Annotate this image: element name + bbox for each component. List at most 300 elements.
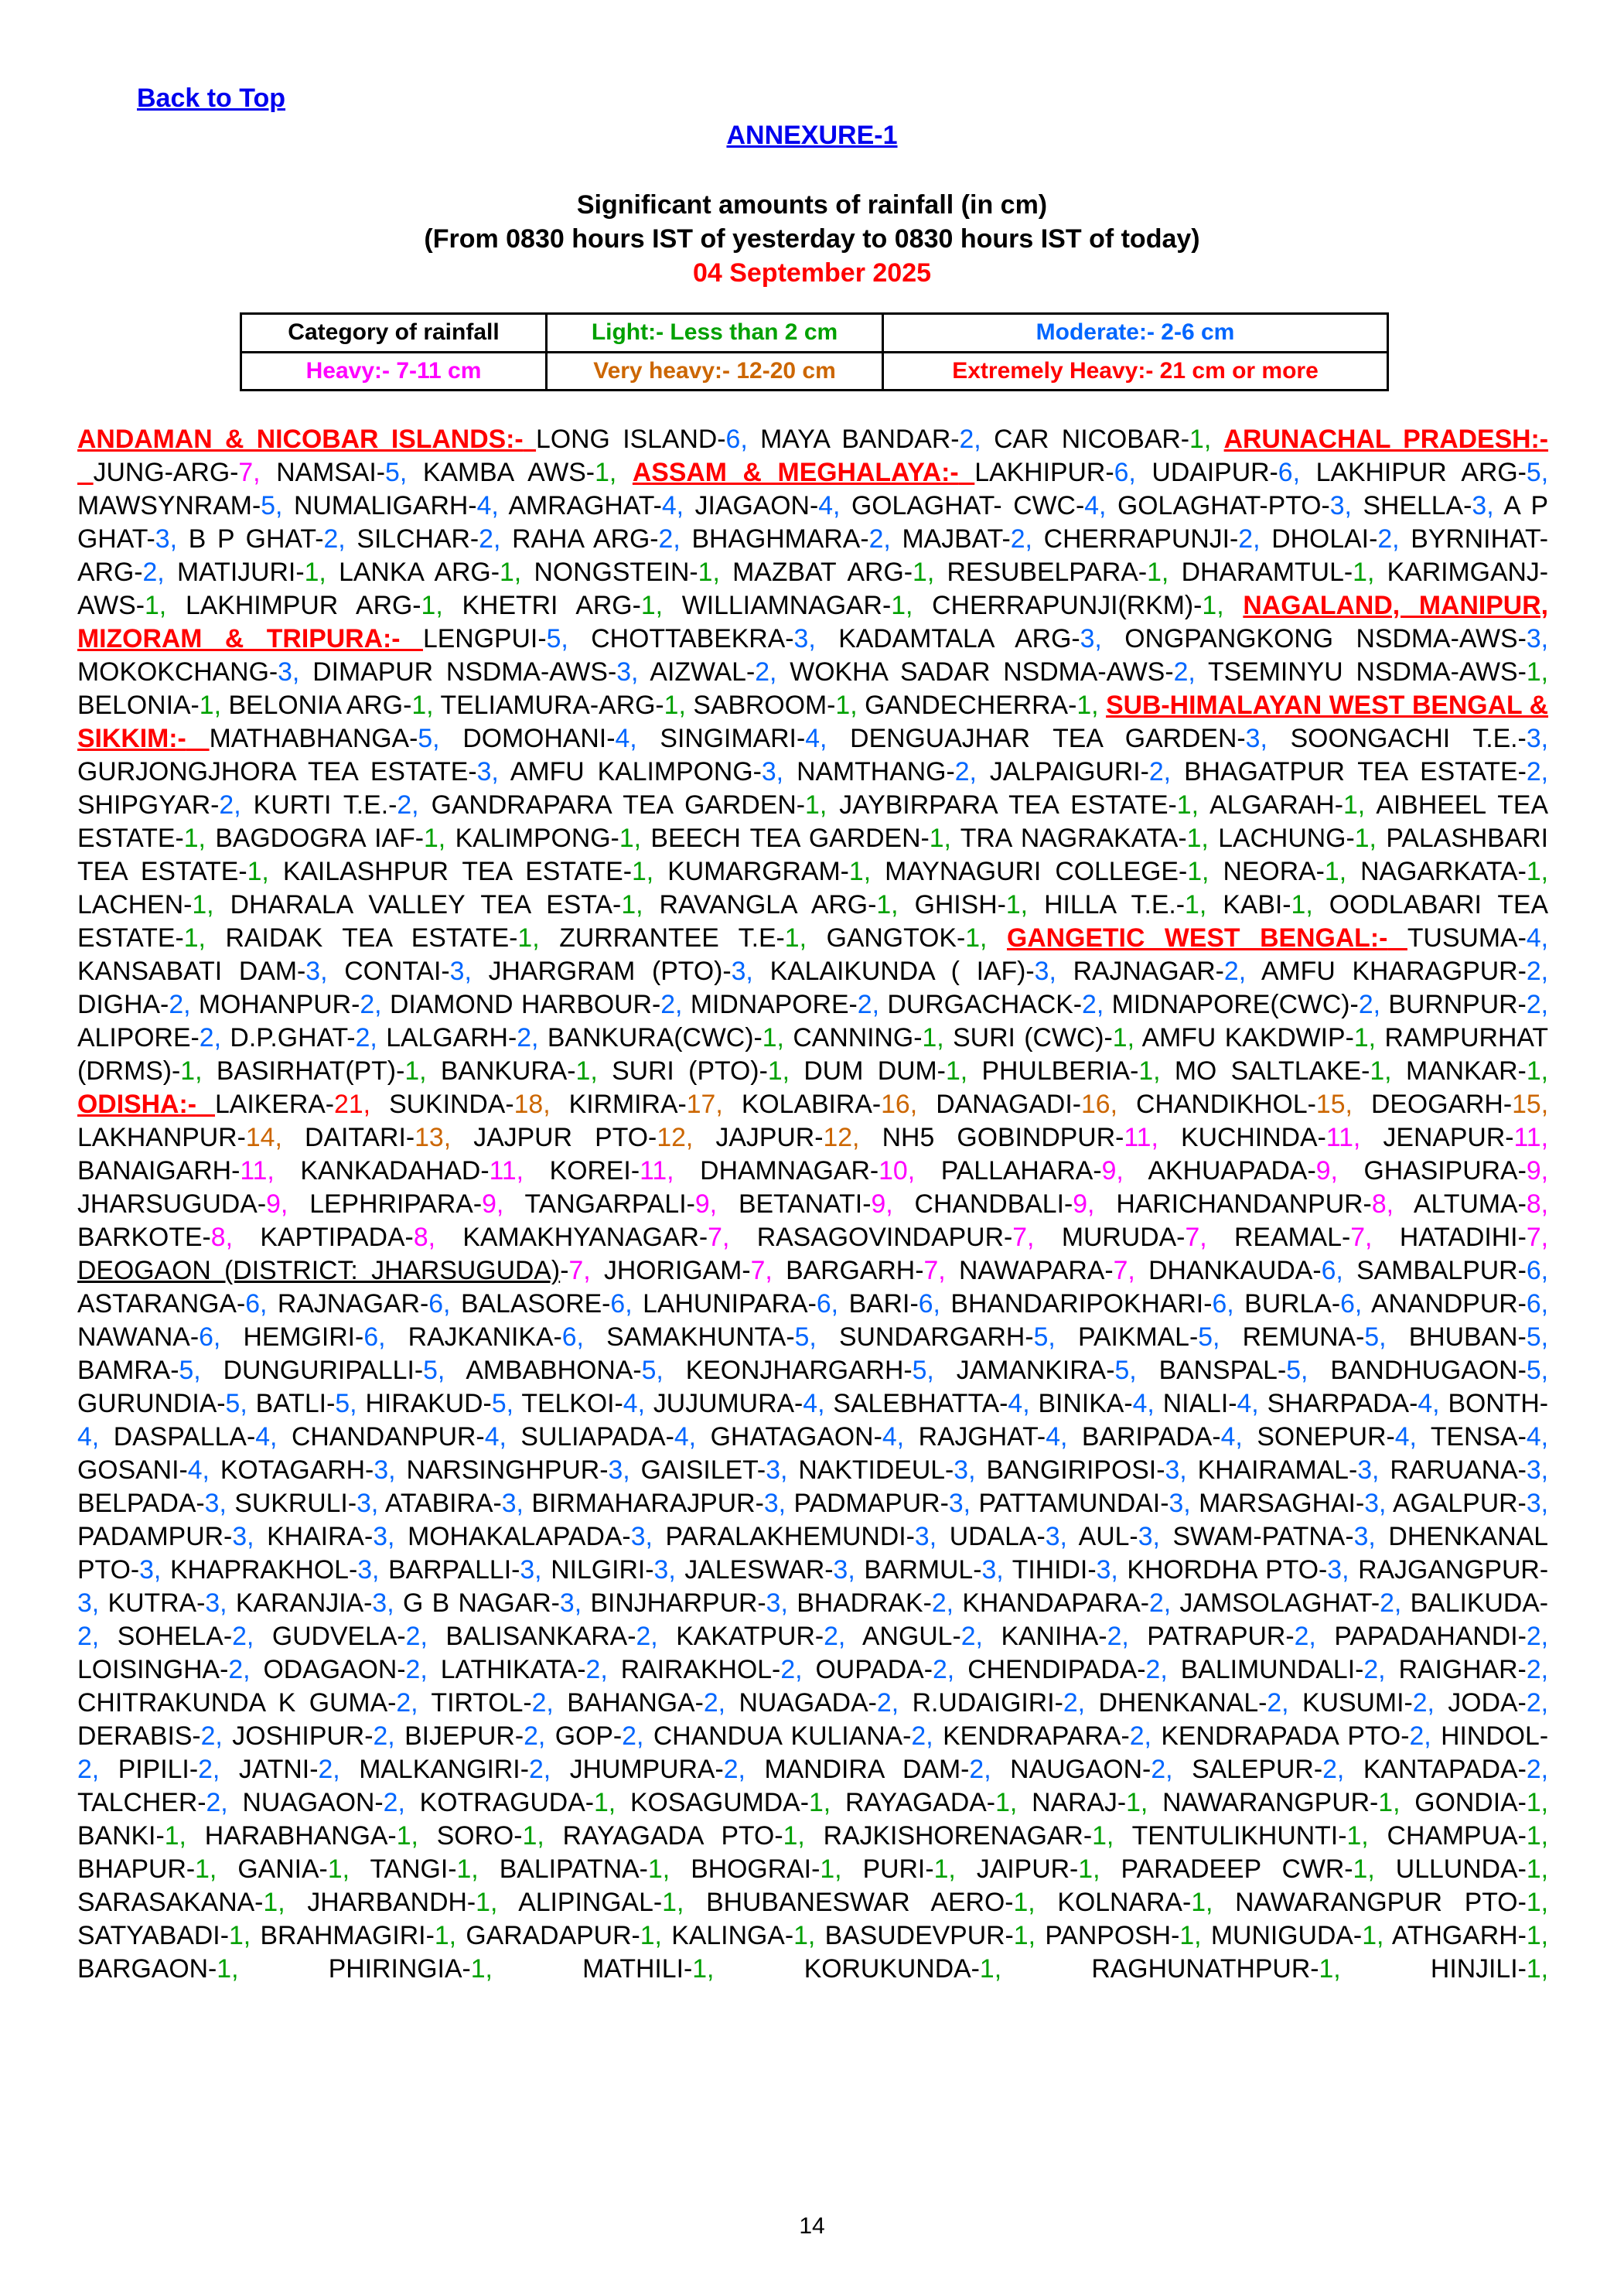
station-name: DURGACHACK [887, 990, 1073, 1019]
station-name: BALASORE [460, 1289, 602, 1319]
station-entry: DURGACHACK-2, [887, 990, 1104, 1019]
rainfall-value: 6, [1278, 458, 1300, 487]
station-name: RAIDAK TEA ESTATE [225, 923, 510, 953]
rainfall-value: 1, [820, 1854, 842, 1884]
station-entry: DIAMOND HARBOUR-2, [389, 990, 683, 1019]
rainfall-value: 1, [1354, 824, 1377, 853]
rainfall-report-body [77, 423, 1548, 1986]
station-entry: CHOTTABEKRA-3, [591, 624, 816, 653]
rainfall-value: 2, [200, 1721, 223, 1751]
station-entry: KEONJHARGARH-5, [685, 1356, 934, 1385]
station-name: PALASHBARI TEA ESTATE [77, 824, 1549, 886]
station-entry: ODAGAON-2, [263, 1655, 428, 1684]
station-name: SUKINDA [389, 1090, 506, 1119]
rainfall-value: 1, [805, 790, 827, 820]
station-name: DERABIS [77, 1721, 193, 1751]
station-entry: DEOGARH-15, [1370, 1090, 1549, 1119]
station-name: JATNI [238, 1755, 310, 1784]
rainfall-value: 3, [981, 1555, 1004, 1585]
rainfall-value: 2, [228, 1655, 251, 1684]
station-entry: SALEPUR-2, [1192, 1755, 1345, 1784]
station-entry: MARSAGHAI-3, [1199, 1489, 1387, 1518]
rainfall-value: 1, [456, 1854, 479, 1884]
station-name: BARGARH [786, 1256, 916, 1285]
station-name: TSEMINYU NSDMA-AWS [1208, 657, 1518, 687]
station-name: KALAIKUNDA ( IAF) [769, 957, 1026, 986]
station-entry: GARADAPUR-1, [466, 1921, 662, 1950]
station-entry: RESUBELPARA-1, [947, 558, 1169, 587]
station-name: BURLA [1244, 1289, 1332, 1319]
station-entry: BARPALLI-3, [388, 1555, 542, 1585]
station-name: SUNDARGARH [838, 1322, 1025, 1352]
rainfall-value: 2, [396, 1688, 418, 1718]
station-name: KHORDHA PTO [1127, 1555, 1319, 1585]
station-name: KARANJIA [235, 1588, 364, 1618]
station-name: MANKAR [1405, 1056, 1518, 1086]
rainfall-value: 1, [1526, 1821, 1549, 1851]
rainfall-value: 2, [1526, 1622, 1549, 1651]
rainfall-value: 2, [876, 1688, 899, 1718]
station-entry: CHENDIPADA-2, [967, 1655, 1168, 1684]
station-entry: BATLI-5, [255, 1389, 357, 1418]
region-heading: ANDAMAN & NICOBAR ISLANDS:- [77, 425, 524, 454]
station-name: CHAMPUA [1387, 1821, 1518, 1851]
rainfall-value: 4, [476, 491, 499, 520]
station-name: NARSINGHPUR [406, 1455, 600, 1485]
station-entry: KADAMTALA ARG-3, [838, 624, 1102, 653]
rainfall-value: 11, [489, 1156, 524, 1186]
rainfall-value: 1, [1343, 790, 1366, 820]
legend-extremely-heavy: Extremely Heavy:- 21 cm or more [883, 352, 1388, 391]
station-name: SILCHAR [357, 524, 470, 554]
rainfall-value: 1, [1013, 1921, 1035, 1950]
station-name: REAMAL [1234, 1223, 1342, 1252]
station-name: R.UDAIGIRI [912, 1688, 1055, 1718]
station-name: BALIMUNDALI [1180, 1655, 1356, 1684]
station-name: NUMALIGARH [293, 491, 469, 520]
rainfall-value: 2, [206, 1788, 228, 1817]
rainfall-value: 6, [1321, 1256, 1343, 1285]
station-entry: KHAPRAKHOL-3, [169, 1555, 380, 1585]
station-name: GANDRAPARA TEA GARDEN [431, 790, 797, 820]
rainfall-value: 11, [1325, 1123, 1361, 1152]
station-entry: JALESWAR-3, [684, 1555, 855, 1585]
rainfall-value: 4, [674, 1422, 697, 1452]
station-entry: RASAGOVINDAPUR-7, [756, 1223, 1035, 1252]
station-entry: BASIRHAT(PT)-1, [216, 1056, 427, 1086]
station-name: DEOGAON (DISTRICT: JHARSUGUDA) [77, 1256, 561, 1285]
station-name: JALESWAR [684, 1555, 825, 1585]
rainfall-value: 1, [1319, 1954, 1341, 1984]
station-entry: RAYAGADA PTO-1, [562, 1821, 805, 1851]
rainfall-value: 3, [1526, 624, 1549, 653]
station-name: MO SALTLAKE [1174, 1056, 1362, 1086]
station-entry: BURLA-6, [1244, 1289, 1363, 1319]
rainfall-value: 5, [385, 458, 408, 487]
station-name: NILGIRI [551, 1555, 646, 1585]
rainfall-value: 2, [1409, 1721, 1431, 1751]
station-entry: DAITARI-13, [305, 1123, 452, 1152]
station-entry: SABROOM-1, [693, 691, 858, 720]
rainfall-value: 2, [960, 1622, 983, 1651]
station-name: BANGIRIPOSI [986, 1455, 1157, 1485]
rainfall-value: 3, [501, 1489, 524, 1518]
station-entry: KORUKUNDA-1, [803, 1954, 1002, 1984]
rainfall-value: 1, [327, 1854, 350, 1884]
station-entry: KALAIKUNDA ( IAF)-3, [769, 957, 1056, 986]
station-name: BARGAON [77, 1954, 209, 1984]
station-entry: BHAGATPUR TEA ESTATE-2, [1184, 757, 1549, 786]
station-entry: MO SALTLAKE-1, [1174, 1056, 1392, 1086]
station-entry: CHANDUA KULIANA-2, [653, 1721, 933, 1751]
station-name: NAWARANGPUR [1162, 1788, 1370, 1817]
station-name: RARUANA [1390, 1455, 1518, 1485]
station-name: NUAGAON [242, 1788, 375, 1817]
rainfall-value: 8, [1526, 1189, 1549, 1219]
rainfall-value: 1, [1526, 1888, 1549, 1917]
rainfall-value: 1, [1186, 824, 1209, 853]
station-name: DUM DUM [803, 1056, 937, 1086]
rainfall-value: 2, [954, 757, 977, 786]
station-entry: RAIDAK TEA ESTATE-1, [225, 923, 540, 953]
rainfall-value: 2, [1363, 1655, 1386, 1684]
station-entry: HINJILI-1, [1430, 1954, 1549, 1984]
station-name: BANKURA(CWC) [547, 1023, 754, 1052]
station-entry: LOISINGHA-2, [77, 1655, 251, 1684]
station-name: BEECH TEA GARDEN [650, 824, 921, 853]
station-name: ANANDPUR [1370, 1289, 1518, 1319]
station-entry: BEECH TEA GARDEN-1, [650, 824, 951, 853]
station-name: BANKI [77, 1821, 156, 1851]
station-name: LAKHIPUR [974, 458, 1106, 487]
rainfall-value: 1, [434, 1921, 457, 1950]
station-name: SONEPUR [1257, 1422, 1387, 1452]
rainfall-value: 4, [1220, 1422, 1243, 1452]
station-name: BARIPADA [1081, 1422, 1213, 1452]
station-name: NAUGAON [1010, 1755, 1143, 1784]
station-entry: REAMAL-7, [1234, 1223, 1373, 1252]
station-entry: GHATAGAON-4, [710, 1422, 905, 1452]
station-name: KEONJHARGARH [685, 1356, 904, 1385]
rainfall-value: 3, [761, 757, 784, 786]
back-to-top-link[interactable]: Back to Top [137, 84, 286, 113]
rainfall-value: 1, [1202, 591, 1224, 620]
station-entry: RAIRAKHOL-2, [620, 1655, 803, 1684]
station-name: AGALPUR [1393, 1489, 1518, 1518]
station-entry: GURUNDIA-5, [77, 1389, 247, 1418]
station-entry: BHUBAN-5, [1408, 1322, 1548, 1352]
station-name: CHANDBALI [914, 1189, 1064, 1219]
station-name: BHAPUR [77, 1854, 186, 1884]
station-entry: UDAIPUR-6, [1151, 458, 1300, 487]
station-entry: DERABIS-2, [77, 1721, 223, 1751]
rainfall-value: 12, [823, 1123, 860, 1152]
rainfall-value: 1, [1112, 1023, 1134, 1052]
rainfall-value: 4, [77, 1422, 100, 1452]
station-name: BHADRAK [797, 1588, 923, 1618]
station-entry: LAKHIMPUR ARG-1, [185, 591, 443, 620]
rainfall-value: 2, [1380, 1588, 1402, 1618]
rainfall-value: 2, [1526, 990, 1548, 1019]
station-name: BARPALLI [388, 1555, 512, 1585]
station-entry: BANKURA-1, [440, 1056, 598, 1086]
station-entry: GAISILET-3, [640, 1455, 788, 1485]
rainfall-value: 3, [278, 657, 300, 687]
station-entry: HIRAKUD-5, [365, 1389, 513, 1418]
station-name: RAYAGADA [845, 1788, 987, 1817]
rainfall-value: 2, [755, 657, 777, 687]
station-name: KENDRAPADA PTO [1161, 1721, 1401, 1751]
rainfall-value: 6, [725, 425, 748, 454]
station-entry: KHAIRAMAL-3, [1197, 1455, 1380, 1485]
station-entry: CHANDIKHOL-15, [1136, 1090, 1353, 1119]
rainfall-value: 4, [1526, 923, 1549, 953]
station-entry: TRA NAGRAKATA-1, [960, 824, 1209, 853]
station-entry: SILCHAR-2, [357, 524, 501, 554]
rainfall-value: 1, [499, 558, 522, 587]
rainfall-value: 3, [1138, 1522, 1160, 1551]
rainfall-value: 2, [703, 1688, 726, 1718]
station-name: BELONIA ARG [228, 691, 404, 720]
rainfall-value: 1, [263, 1888, 285, 1917]
station-name: CHANDUA KULIANA [653, 1721, 903, 1751]
station-name: PATRAPUR [1147, 1622, 1286, 1651]
station-entry: HINDOL-2, [77, 1721, 1549, 1784]
rainfall-value: 1, [1176, 790, 1199, 820]
rainfall-value: 2, [1294, 1622, 1316, 1651]
station-entry: KANTAPADA-2, [1363, 1755, 1549, 1784]
rainfall-value: 9, [1526, 1156, 1549, 1186]
station-entry: GOLAGHAT-PTO-3, [1117, 491, 1352, 520]
station-name: SURI (CWC) [953, 1023, 1104, 1052]
rainfall-value: 2, [528, 1755, 551, 1784]
station-name: SULIAPADA [520, 1422, 666, 1452]
station-name: RAJNAGAR [1073, 957, 1216, 986]
station-name: PADMAPUR [793, 1489, 940, 1518]
rainfall-value: 2, [323, 524, 346, 554]
station-name: RAVANGLA ARG [659, 890, 868, 919]
rainfall-value: 3, [731, 957, 753, 986]
rainfall-value: 9, [1101, 1156, 1124, 1186]
rainfall-value: 1, [762, 1023, 784, 1052]
rainfall-value: 3, [204, 1489, 227, 1518]
station-name: KANIHA [1001, 1622, 1099, 1651]
station-entry: DUM DUM-1, [803, 1056, 968, 1086]
station-name: HINJILI [1430, 1954, 1518, 1984]
station-name: KURTI T.E. [253, 790, 389, 820]
station-name: CANNING [793, 1023, 914, 1052]
rainfall-value: 2, [660, 990, 683, 1019]
station-entry: NARAJ-1, [1032, 1788, 1148, 1817]
station-entry: TELIAMURA-ARG-1, [440, 691, 686, 720]
station-entry: GOSANI-4, [77, 1455, 210, 1485]
rainfall-value: 7, [1526, 1223, 1549, 1252]
station-entry: NEORA-1, [1223, 857, 1347, 886]
station-name: KUCHINDA [1181, 1123, 1318, 1152]
rainfall-category-legend [240, 312, 1389, 391]
station-name: GONDIA [1414, 1788, 1518, 1817]
station-entry: BONTH-4, [77, 1389, 1548, 1452]
rainfall-value: 1, [1126, 1788, 1148, 1817]
station-name: GANGTOK [826, 923, 957, 953]
station-entry: OUPADA-2, [815, 1655, 955, 1684]
rainfall-value: 2, [824, 1622, 846, 1651]
station-entry: BALASORE-6, [460, 1289, 633, 1319]
rainfall-value: 11, [240, 1156, 275, 1186]
rainfall-value: 3, [1526, 724, 1548, 753]
rainfall-value: 5, [418, 724, 440, 753]
rainfall-value: 2, [585, 1655, 608, 1684]
station-name: B P GHAT [188, 524, 316, 554]
rainfall-value: 2, [959, 425, 981, 454]
station-name: LAKHIPUR ARG [1315, 458, 1518, 487]
rainfall-value: 1, [247, 857, 269, 886]
rainfall-value: 5, [794, 1322, 817, 1352]
station-entry: JAMANKIRA-5, [956, 1356, 1137, 1385]
station-name: AKHUAPADA [1148, 1156, 1308, 1186]
rainfall-value: 5, [1526, 1356, 1549, 1385]
station-name: BAHANGA [567, 1688, 695, 1718]
station-entry: BINIKA-4, [1038, 1389, 1155, 1418]
station-entry: DHARALA VALLEY TEA ESTA-1, [230, 890, 643, 919]
station-name: MAWSYNRAM [77, 491, 252, 520]
station-entry: TANGI-1, [370, 1854, 479, 1884]
station-entry: CHANDBALI-9, [914, 1189, 1095, 1219]
station-name: GOLAGHAT-PTO [1117, 491, 1322, 520]
station-entry: BELONIA-1, [77, 691, 221, 720]
rainfall-value: 5, [179, 1356, 201, 1385]
rainfall-value: 9, [1073, 1189, 1095, 1219]
station-entry: KIRMIRA-17, [568, 1090, 723, 1119]
station-entry: AMFU KHARAGPUR-2, [1261, 957, 1549, 986]
rainfall-value: 1, [876, 890, 899, 919]
station-entry: KARIMGANJ-AWS-1, [77, 558, 1549, 620]
station-name: AMFU KALIMPONG [510, 757, 753, 786]
station-name: BASIRHAT(PT) [216, 1056, 397, 1086]
rainfall-value: 1, [647, 1854, 670, 1884]
rainfall-value: 3, [373, 1522, 395, 1551]
station-name: MIDNAPORE(CWC) [1111, 990, 1350, 1019]
station-entry: OODLABARI TEA ESTATE-1, [77, 890, 1549, 953]
rainfall-value: 5, [641, 1356, 664, 1385]
rainfall-value: 4, [803, 1389, 825, 1418]
station-entry: RAGHUNATHPUR-1, [1091, 1954, 1341, 1984]
rainfall-value: 1, [922, 1023, 944, 1052]
station-entry: DIGHA-2, [77, 990, 191, 1019]
station-entry: BELONIA ARG-1, [228, 691, 434, 720]
station-name: RAJKANIKA [408, 1322, 554, 1352]
station-entry: DHANKAUDA-6, [1148, 1256, 1343, 1285]
station-name: PARADEEP CWR [1121, 1854, 1345, 1884]
station-entry: BARKOTE-8, [77, 1223, 233, 1252]
station-entry: RAJKISHORENAGAR-1, [823, 1821, 1114, 1851]
station-entry: KARANJIA-3, [235, 1588, 394, 1618]
station-entry: KHORDHA PTO-3, [1127, 1555, 1349, 1585]
station-name: SHIPGYAR [77, 790, 211, 820]
rainfall-value: 3, [232, 1522, 254, 1551]
station-name: KOTRAGUDA [419, 1788, 585, 1817]
station-name: BIJEPUR [404, 1721, 515, 1751]
station-entry: BARGARH-7, [786, 1256, 946, 1285]
rainfall-value: 2, [1526, 1755, 1549, 1784]
station-entry: KENDRAPARA-2, [943, 1721, 1151, 1751]
station-name: AMFU KAKDWIP [1141, 1023, 1346, 1052]
rainfall-value: 4, [623, 1389, 645, 1418]
station-name: MUNIGUDA [1210, 1921, 1353, 1950]
station-name: DHARAMTUL [1181, 558, 1344, 587]
legend-very-heavy: Very heavy:- 12-20 cm [547, 352, 883, 391]
rainfall-value: 1, [1187, 857, 1209, 886]
station-name: SINGIMARI [660, 724, 797, 753]
station-entry: LALGARH-2, [386, 1023, 539, 1052]
station-name: WILLIAMNAGAR [681, 591, 882, 620]
station-entry: AMFU KALIMPONG-3, [510, 757, 784, 786]
rainfall-value: 5, [912, 1356, 934, 1385]
station-entry: KENDRAPADA PTO-2, [1161, 1721, 1431, 1751]
rainfall-value: 2, [1526, 1688, 1548, 1718]
rainfall-value: 2, [1358, 990, 1380, 1019]
rainfall-value: 11, [1124, 1123, 1158, 1152]
station-entry: JIAGAON-4, [694, 491, 841, 520]
station-name: BANSPAL [1158, 1356, 1278, 1385]
rainfall-value: 1, [1346, 1821, 1369, 1851]
station-name: BINJHARPUR [590, 1588, 758, 1618]
rainfall-value: 1, [404, 1056, 427, 1086]
station-entry: MURUDA-7, [1061, 1223, 1207, 1252]
station-entry: DHAMNAGAR-10, [700, 1156, 916, 1186]
station-name: ODAGAON [263, 1655, 397, 1684]
station-entry: GONDIA-1, [1414, 1788, 1549, 1817]
station-entry: MANKAR-1, [1405, 1056, 1548, 1086]
station-entry: BETANATI-9, [738, 1189, 893, 1219]
rainfall-value: 1, [1526, 1788, 1549, 1817]
station-name: JUJUMURA [653, 1389, 795, 1418]
rainfall-value: 5, [1033, 1322, 1056, 1352]
station-name: TIRTOL [431, 1688, 524, 1718]
station-entry: KALINGA-1, [671, 1921, 816, 1950]
station-name: BRAHMAGIRI [260, 1921, 426, 1950]
rainfall-value: 1, [1353, 558, 1375, 587]
station-entry: JATNI-2, [238, 1755, 340, 1784]
rainfall-value: 2, [622, 1721, 644, 1751]
station-entry: ALIPINGAL-1, [518, 1888, 684, 1917]
rainfall-value: 1, [517, 923, 540, 953]
rainfall-value: 1, [1526, 1954, 1549, 1984]
station-entry: HATADIHI-7, [1399, 1223, 1549, 1252]
rainfall-value: 7, [750, 1256, 773, 1285]
report-period: (From 0830 hours IST of yesterday to 0830 hours IST of today) [424, 224, 1200, 254]
station-name: GAISILET [640, 1455, 757, 1485]
rainfall-value: 3, [608, 1455, 630, 1485]
station-entry: HARABHANGA-1, [204, 1821, 418, 1851]
station-name: GANIA [237, 1854, 319, 1884]
rainfall-value: 4, [1418, 1389, 1440, 1418]
rainfall-value: 3, [1364, 1489, 1387, 1518]
rainfall-value: 5, [423, 1356, 445, 1385]
station-name: KABI [1223, 890, 1283, 919]
station-entry: GUDVELA-2, [271, 1622, 428, 1651]
station-name: MANDIRA DAM [764, 1755, 961, 1784]
station-entry: NILGIRI-3, [551, 1555, 676, 1585]
station-entry: BELPADA-3, [77, 1489, 227, 1518]
rainfall-value: 6, [1526, 1256, 1549, 1285]
station-entry: TENSA-4, [1430, 1422, 1549, 1452]
station-name: ANGUL [862, 1622, 953, 1651]
station-name: NIALI [1162, 1389, 1229, 1418]
station-entry: PADMAPUR-3, [793, 1489, 971, 1518]
station-entry: NAWARANGPUR-1, [1162, 1788, 1401, 1817]
rainfall-value: 1, [1353, 1023, 1377, 1052]
